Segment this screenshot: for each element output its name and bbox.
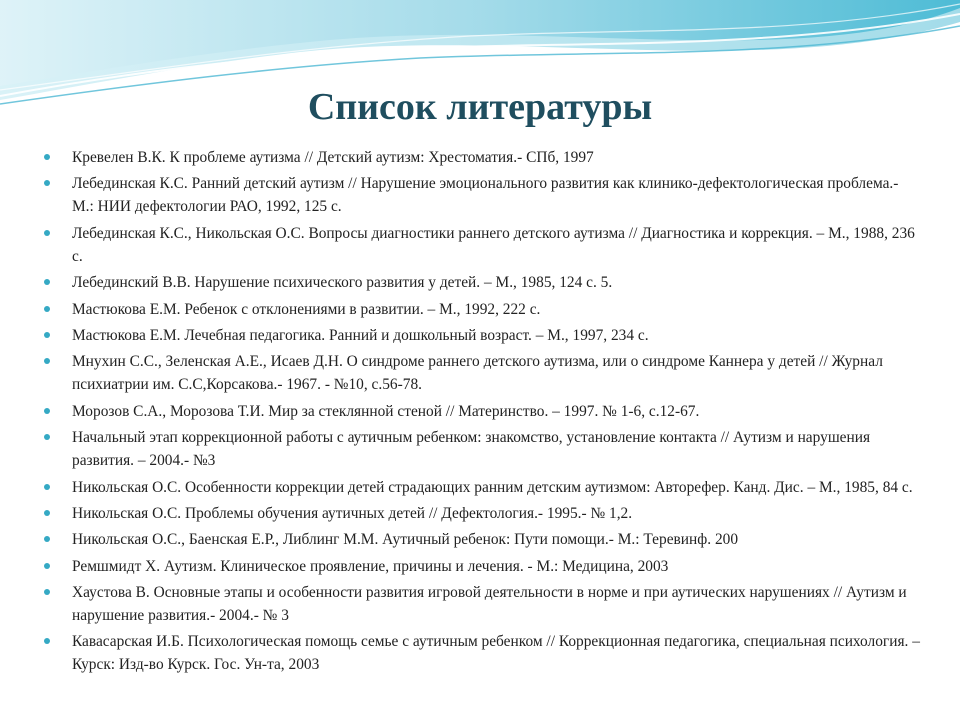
bullet-icon <box>44 306 50 312</box>
bibliography-item <box>42 271 922 294</box>
bullet-icon <box>44 154 50 160</box>
bibliography-item-text: Лебединская К.С. Ранний детский аутизм // Нарушение эмоционального развития как клинико-дефектологическая проблема.- М.: НИИ дефектологии РАО, 1992, 125 с. <box>72 175 899 216</box>
bullet-icon <box>44 279 50 285</box>
bibliography-item-text: Лебединский В.В. Нарушение психического развития у детей. – М., 1985, 124 с. 5. <box>72 274 613 292</box>
bibliography-item <box>42 298 922 321</box>
bullet-icon <box>44 180 50 186</box>
bullet-icon <box>44 408 50 414</box>
bibliography-item-text: Никольская О.С. Особенности коррекции детей страдающих ранним детским аутизмом: Автоpефеp. Канд. Дис. – М., 1985, 84 с. <box>72 478 913 496</box>
bibliography-item-text: Мастюкова Е.М. Лечебная педагогика. Ранний и дошкольный возраст. – М., 1997, 234 с. <box>72 326 649 344</box>
bibliography-item-text: Лебединская К.С., Никольская О.С. Вопросы диагностики раннего детского аутизма // Диагностика и коррекция. – М., 1988, 236 с. <box>72 224 915 265</box>
bullet-icon <box>44 358 50 364</box>
bibliography-item-text: Мастюкова Е.М. Ребенок с отклонениями в развитии. – М., 1992, 222 с. <box>72 300 541 318</box>
bibliography-item <box>42 146 922 169</box>
bibliography-item-text: Начальный этап коррекционной работы с аутичным ребенком: знакомство, установление контакта // Аутизм и нарушения развития. – 2004.- №3 <box>72 429 871 470</box>
bibliography-item <box>42 222 922 268</box>
bullet-icon <box>44 510 50 516</box>
bibliography-item <box>42 400 922 423</box>
bibliography-item-text: Никольская О.С., Баенская Е.Р., Либлинг М.М. Аутичный ребенок: Пути помощи.- М.: Теревинф. 200 <box>72 531 739 549</box>
bibliography-item-text: Ремшмидт Х. Аутизм. Клиническое проявление, причины и лечения. - М.: Медицина, 2003 <box>72 557 669 575</box>
bibliography-item <box>42 630 922 676</box>
bibliography-item <box>42 172 922 218</box>
bibliography-item <box>42 581 922 627</box>
bullet-icon <box>44 484 50 490</box>
bibliography-item <box>42 555 922 578</box>
bullet-icon <box>44 638 50 644</box>
bibliography-item-text: Кревелен В.К. К проблеме аутизма // Детский аутизм: Хрестоматия.- СПб, 1997 <box>72 149 594 166</box>
bibliography-item-text: Кавасарская И.Б. Психологическая помощь семье с аутичным ребенком // Коррекционная педагогика, специальная психология. – Курск: Изд-во Курск. Гос. Ун-та, 2003 <box>72 633 920 674</box>
bullet-icon <box>44 434 50 440</box>
bibliography-list <box>42 146 922 680</box>
bibliography-item <box>42 350 922 396</box>
bullet-icon <box>44 563 50 569</box>
bullet-icon <box>44 332 50 338</box>
slide-title: Список литературы <box>307 86 653 128</box>
bibliography-item <box>42 528 922 551</box>
bibliography-item <box>42 324 922 347</box>
bibliography-item <box>42 476 922 499</box>
bibliography-item-text: Мнухин С.С., Зеленская А.Е., Исаев Д.Н. О синдроме раннего детского аутизма, или о синдроме Каннера у детей // Журнал психиатрии им. С.С,Корсакова.- 1967. - №10, с.56-78. <box>72 353 883 394</box>
bibliography-item <box>42 502 922 525</box>
bullet-icon <box>44 230 50 236</box>
bibliography-item-text: Морозов С.А., Морозова Т.И. Мир за стеклянной стеной // Материнство. – 1997. № 1-6, с.12-67. <box>72 402 700 420</box>
bibliography-item-text: Никольская О.С. Проблемы обучения аутичных детей // Дефектология.- 1995.- № 1,2. <box>72 504 633 522</box>
bullet-icon <box>44 536 50 542</box>
bullet-icon <box>44 589 50 595</box>
bibliography-item <box>42 426 922 472</box>
bibliography-item-text: Хаустова В. Основные этапы и особенности развития игровой деятельности в норме и при аутических нарушениях // Аутизм и нарушение развития.- 2004.- № 3 <box>72 584 907 625</box>
